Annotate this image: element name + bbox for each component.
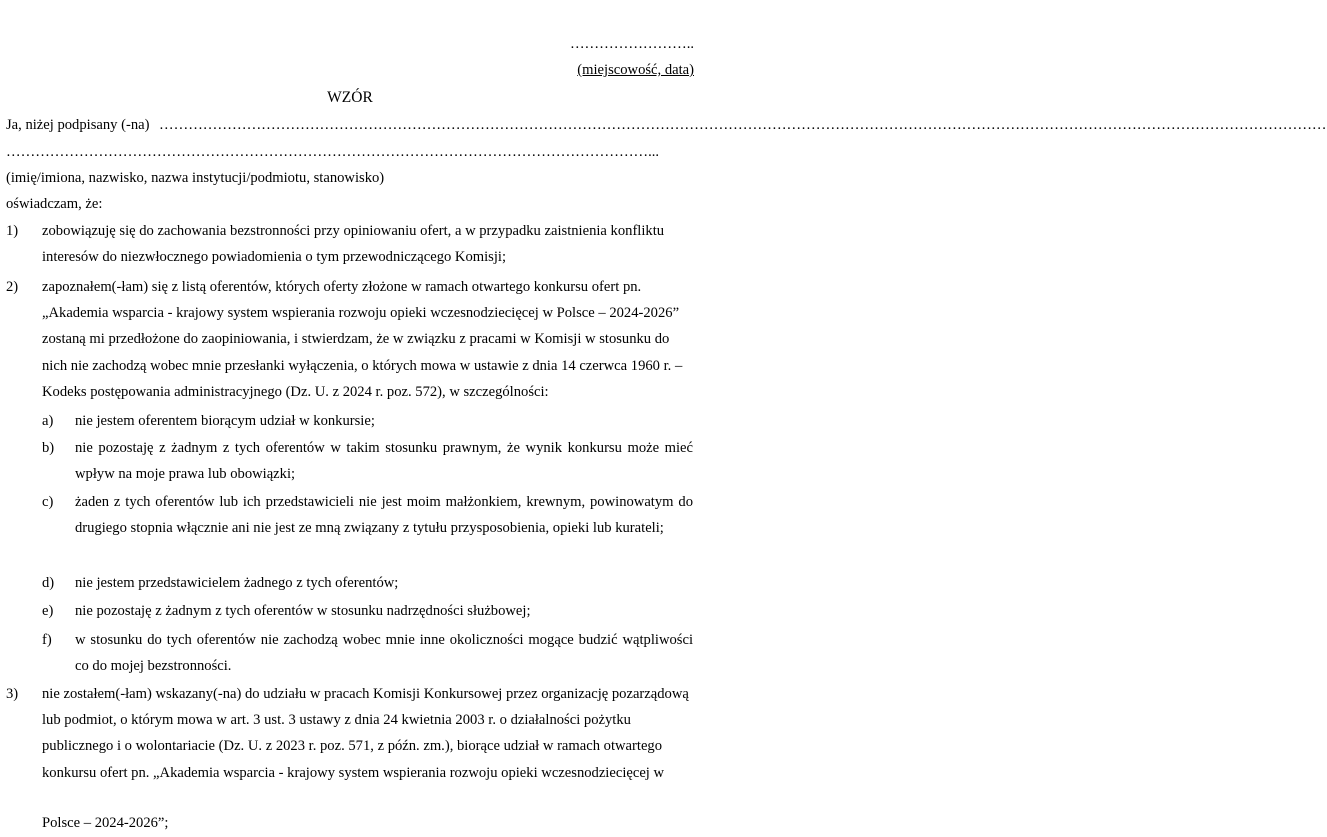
document-title: WZÓR <box>327 89 373 106</box>
subitem-b-text: nie pozostaję z żadnym z tych oferentów w takim stosunku prawnym, że wynik konkursu może mieć wpływ na moje prawa lub obowiązki; <box>75 440 693 483</box>
subitem-b-letter: b) <box>42 440 55 456</box>
subitem-e-letter: e) <box>42 603 54 619</box>
intro-line-dots: …………………………………………………………………………………………………………………………………………………………………………………………………………………… <box>159 117 1327 133</box>
intro-caption: (imię/imiona, nazwisko, nazwa instytucji/podmiotu, stanowisko) <box>6 170 385 186</box>
intro-line2-dots: ……………………………………………………………………………………………………………………... <box>6 144 660 160</box>
subitem-f-text: w stosunku do tych oferentów nie zachodzą wobec mnie inne okoliczności mogące budzić wątpliwości co do mojej bezstronności. <box>75 632 693 675</box>
subitem-d-letter: d) <box>42 575 55 591</box>
subitem-a-text: nie jestem oferentem biorącym udział w konkursie; <box>75 413 375 429</box>
date-dots: …………………….. <box>569 36 694 52</box>
item-3-text: nie zostałem(-łam) wskazany(-na) do udziału w pracach Komisji Konkursowej przez organizację pozarządową lub podmiot, o którym mowa w art. 3 ust. 3 ustawy z dnia 24 kwietnia 2003 r. o działalności pożytku publicznego i o wolontariacie (Dz. U. z 2023 r. poz. 571, z późn. zm.), biorące udział w ramach otwartego konkursu ofert pn. „Akademia wsparcia - krajowy system wspierania rozwoju opieki wczesnodziecięcej w <box>42 686 689 781</box>
item-1-text: zobowiązuję się do zachowania bezstronności przy opiniowaniu ofert, a w przypadku zaistnienia konfliktu interesów do niezwłocznego powiadomienia o tym przewodniczącego Komisji; <box>42 223 665 266</box>
subitem-e-text: nie pozostaję z żadnym z tych oferentów w stosunku nadrzędności służbowej; <box>75 603 531 619</box>
item-1-number: 1) <box>6 223 19 239</box>
item-2-number: 2) <box>6 279 19 295</box>
intro-line-text: Ja, niżej podpisany (-na) <box>6 117 150 133</box>
subitem-d-text: nie jestem przedstawicielem żadnego z tych oferentów; <box>75 575 399 591</box>
declare-text: oświadczam, że: <box>6 196 103 212</box>
subitem-c-letter: c) <box>42 494 54 510</box>
subitem-c-text: żaden z tych oferentów lub ich przedstawicieli nie jest moim małżonkiem, krewnym, powinowatym do drugiego stopnia włącznie ani nie jest ze mną związany z tytułu przysposobienia, opieki lub kurateli; <box>75 494 693 537</box>
place-date-label: (miejscowość, data) <box>577 62 694 78</box>
item-2-text: zapoznałem(-łam) się z listą oferentów, których oferty złożone w ramach otwartego konkursu ofert pn. „Akademia wsparcia - krajowy system wspierania rozwoju opieki wczesnodziecięcej w Polsce – 2024-2026” zostaną mi przedłożone do zaopiniowania, i stwierdzam, że w związku z pracami w Komisji w stosunku do nich nie zachodzą wobec mnie przesłanki wyłączenia, o których mowa w ustawie z dnia 14 czerwca 1960 r. – Kodeks postępowania administracyjnego (Dz. U. z 2024 r. poz. 572), w szczególności: <box>42 279 683 400</box>
subitem-f-letter: f) <box>42 632 52 648</box>
item-3-number: 3) <box>6 686 19 702</box>
subitem-a-letter: a) <box>42 413 54 429</box>
item-3-tail: Polsce – 2024-2026”; <box>42 815 169 831</box>
